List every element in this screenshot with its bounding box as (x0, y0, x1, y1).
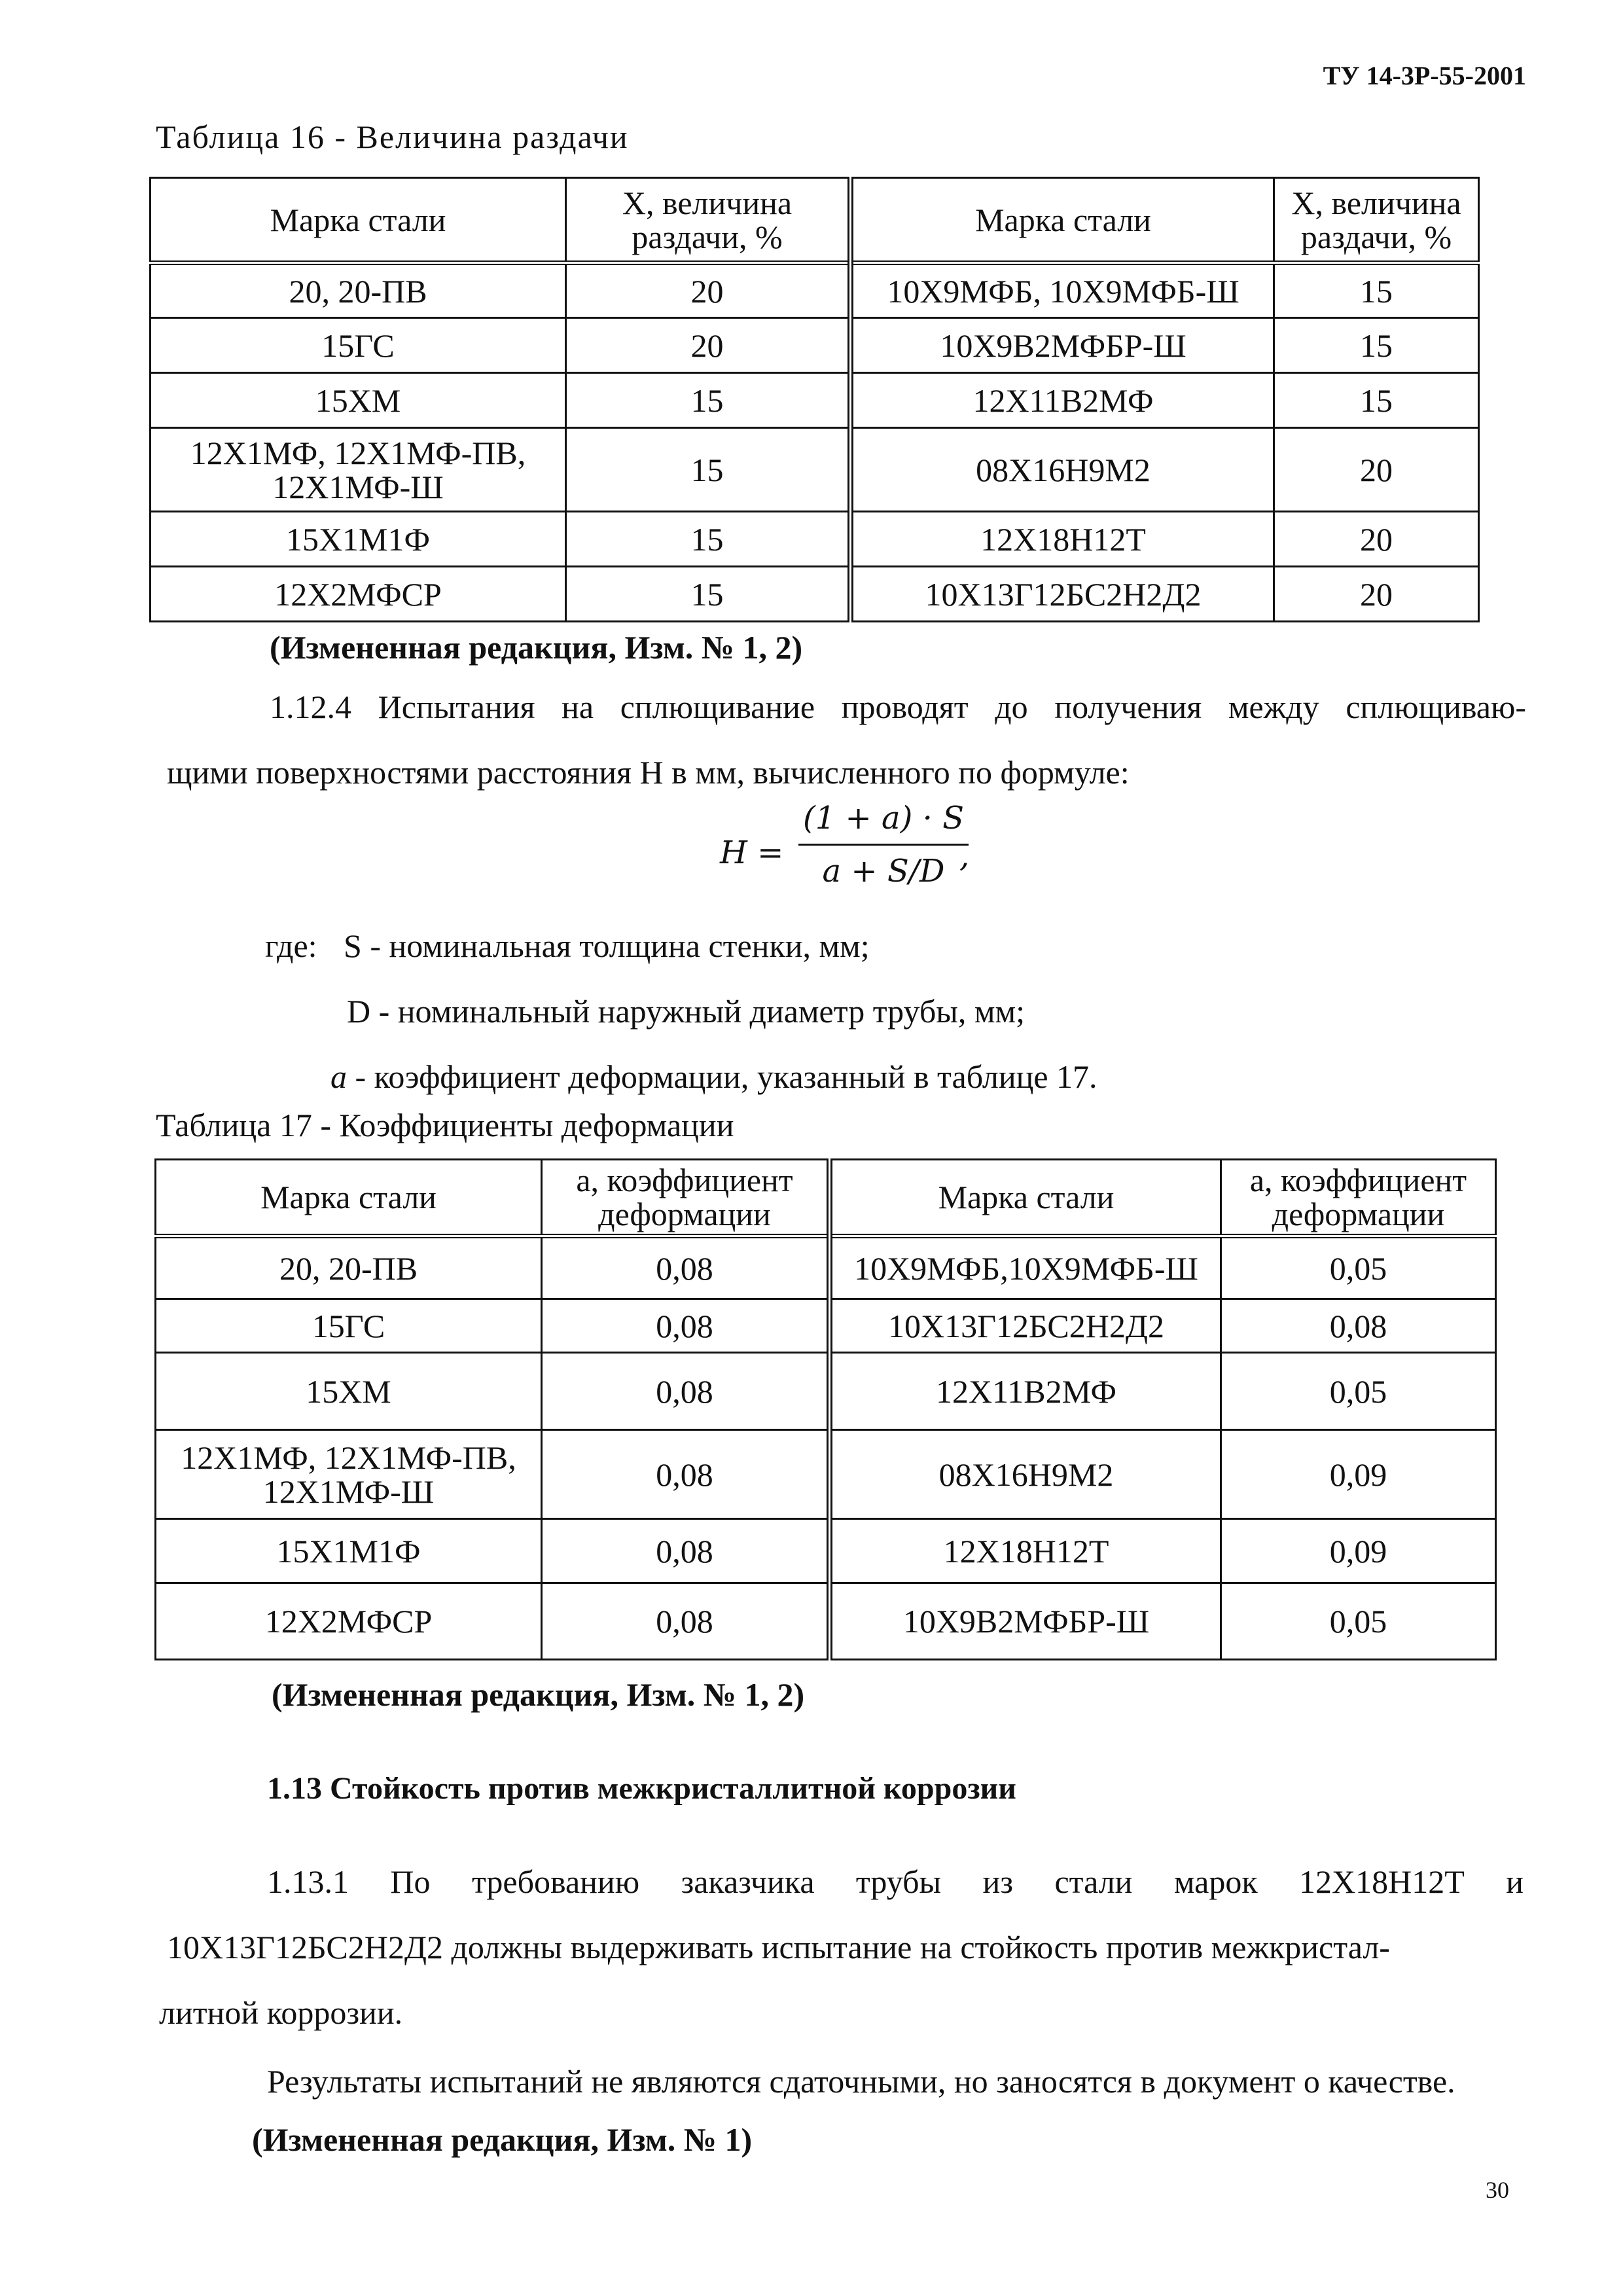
table-cell: 0,09 (1221, 1519, 1496, 1583)
definition-text: - коэффициент деформации, указанный в таблице 17. (347, 1058, 1097, 1095)
table-row (151, 318, 1479, 373)
table-row (156, 1519, 1496, 1583)
formula-numerator: (1 + a) · S (803, 800, 964, 836)
table17-header-row (156, 1160, 1496, 1236)
table-cell: 15ГС (156, 1299, 542, 1353)
table-cell: 10Х13Г12БС2Н2Д2 (851, 567, 1274, 622)
table-cell: 15ХМ (156, 1353, 542, 1430)
table-cell: 08Х16Н9М2 (830, 1430, 1221, 1519)
table16-header-grade: Марка стали (851, 178, 1274, 263)
table-cell: 10Х9В2МФБР-Ш (830, 1583, 1221, 1660)
table-cell: 20, 20-ПВ (156, 1236, 542, 1299)
table-cell: 15Х1М1Ф (151, 512, 566, 567)
table-cell: 0,08 (542, 1353, 830, 1430)
table-cell: 0,05 (1221, 1583, 1496, 1660)
table-cell: 12Х11В2МФ (851, 373, 1274, 428)
table-cell: 10Х9МФБ, 10Х9МФБ-Ш (851, 263, 1274, 318)
table-cell: 12Х18Н12Т (830, 1519, 1221, 1583)
table-cell: 20, 20-ПВ (151, 263, 566, 318)
table-row (156, 1353, 1496, 1430)
table17-amendment-note: (Измененная редакция, Изм. № 1, 2) (272, 1676, 805, 1713)
table-cell: 08Х16Н9М2 (851, 428, 1274, 512)
table-cell: 12Х2МФСР (156, 1583, 542, 1660)
table16-caption: Таблица 16 - Величина раздачи (156, 118, 629, 155)
definition-s (344, 910, 870, 982)
table-cell: 0,08 (542, 1583, 830, 1660)
flattening-formula (798, 795, 969, 894)
table-cell: 20 (1274, 567, 1479, 622)
page-number: 30 (1486, 2177, 1509, 2203)
table-cell: 10Х13Г12БС2Н2Д2 (830, 1299, 1221, 1353)
paragraph-1-13-1-line1: 1.13.1 По требованию заказчика трубы из стали марок 12Х18Н12Т и (267, 1863, 1524, 1900)
table-cell: 20 (1274, 512, 1479, 567)
table-cell: 15ГС (151, 318, 566, 373)
table-cell: 12Х2МФСР (151, 567, 566, 622)
table-row (156, 1583, 1496, 1660)
paragraph-results: Результаты испытаний не являются сдаточными, но заносятся в документ о качестве. (267, 2063, 1455, 2100)
definition-text: - номинальный наружный диаметр трубы, мм; (370, 993, 1026, 1030)
definition-text: - номинальная толщина стенки, мм; (361, 927, 870, 964)
document-code: ТУ 14-3Р-55-2001 (1323, 61, 1526, 90)
table16 (149, 177, 1480, 622)
table-cell: 15 (1274, 373, 1479, 428)
section-heading-1-13: 1.13 Стойкость против межкристаллитной коррозии (267, 1771, 1016, 1806)
symbol-s: S (344, 927, 362, 964)
table17 (154, 1158, 1497, 1660)
table-cell: 15 (566, 428, 851, 512)
table-cell: 10Х9МФБ,10Х9МФБ-Ш (830, 1236, 1221, 1299)
table-row (156, 1236, 1496, 1299)
table-cell: 0,08 (542, 1299, 830, 1353)
paragraph-1-12-4-line1: 1.12.4 Испытания на сплющивание проводят до получения между сплющиваю- (270, 689, 1526, 725)
table-cell: 0,08 (542, 1430, 830, 1519)
table-cell: 15ХМ (151, 373, 566, 428)
section-1-13-amendment-note: (Измененная редакция, Изм. № 1) (252, 2121, 753, 2158)
table-cell: 15Х1М1Ф (156, 1519, 542, 1583)
table-cell: 0,08 (1221, 1299, 1496, 1353)
table-row (151, 263, 1479, 318)
symbol-a: a (330, 1058, 347, 1095)
table-cell: 15 (1274, 263, 1479, 318)
table-cell: 0,05 (1221, 1353, 1496, 1430)
where-label: где: (265, 927, 317, 964)
table-cell: 20 (1274, 428, 1479, 512)
formula-denominator: a + S/D (822, 853, 945, 889)
table17-caption: Таблица 17 - Коэффициенты деформации (156, 1107, 734, 1143)
table-cell: 20 (566, 318, 851, 373)
table17-header-grade: Марка стали (156, 1160, 542, 1236)
formula-lhs: H = (720, 834, 784, 871)
table-cell: 15 (1274, 318, 1479, 373)
table-cell: 20 (566, 263, 851, 318)
paragraph-1-12-4-line2: щими поверхностями расстояния Н в мм, вычисленного по формуле: (167, 754, 1130, 791)
table-cell: 0,09 (1221, 1430, 1496, 1519)
table16-header-value: X, величина раздачи, % (566, 178, 851, 263)
table16-header-grade: Марка стали (151, 178, 566, 263)
table16-header-value: X, величина раздачи, % (1274, 178, 1479, 263)
fraction-bar (798, 844, 969, 846)
table-cell: 0,08 (542, 1519, 830, 1583)
definition-a (330, 1041, 1097, 1113)
paragraph-1-13-1-line2: 10Х13Г12БС2Н2Д2 должны выдерживать испытание на стойкость против межкристал- (167, 1929, 1390, 1965)
table16-header-row (151, 178, 1479, 263)
table-cell: 15 (566, 373, 851, 428)
table-cell: 15 (566, 567, 851, 622)
table-cell: 0,05 (1221, 1236, 1496, 1299)
table-row (151, 373, 1479, 428)
table17-header-coef: a, коэффициент деформации (1221, 1160, 1496, 1236)
table17-header-coef: a, коэффициент деформации (542, 1160, 830, 1236)
symbol-d: D (347, 993, 371, 1030)
table-row (156, 1299, 1496, 1353)
paragraph-1-13-1-line3: литной коррозии. (159, 1994, 403, 2031)
table-row (151, 428, 1479, 512)
table17-header-grade: Марка стали (830, 1160, 1221, 1236)
formula-trailing-comma: , (959, 838, 970, 874)
table-cell: 10Х9В2МФБР-Ш (851, 318, 1274, 373)
table-row (151, 567, 1479, 622)
table-cell: 12Х1МФ, 12Х1МФ-ПВ, 12Х1МФ-Ш (156, 1430, 542, 1519)
table-row (151, 512, 1479, 567)
definition-d (347, 975, 1025, 1047)
table-cell: 0,08 (542, 1236, 830, 1299)
table-cell: 12Х1МФ, 12Х1МФ-ПВ, 12Х1МФ-Ш (151, 428, 566, 512)
table-cell: 12Х11В2МФ (830, 1353, 1221, 1430)
table-cell: 15 (566, 512, 851, 567)
table-cell: 12Х18Н12Т (851, 512, 1274, 567)
table16-amendment-note: (Измененная редакция, Изм. № 1, 2) (270, 629, 803, 666)
table-row (156, 1430, 1496, 1519)
